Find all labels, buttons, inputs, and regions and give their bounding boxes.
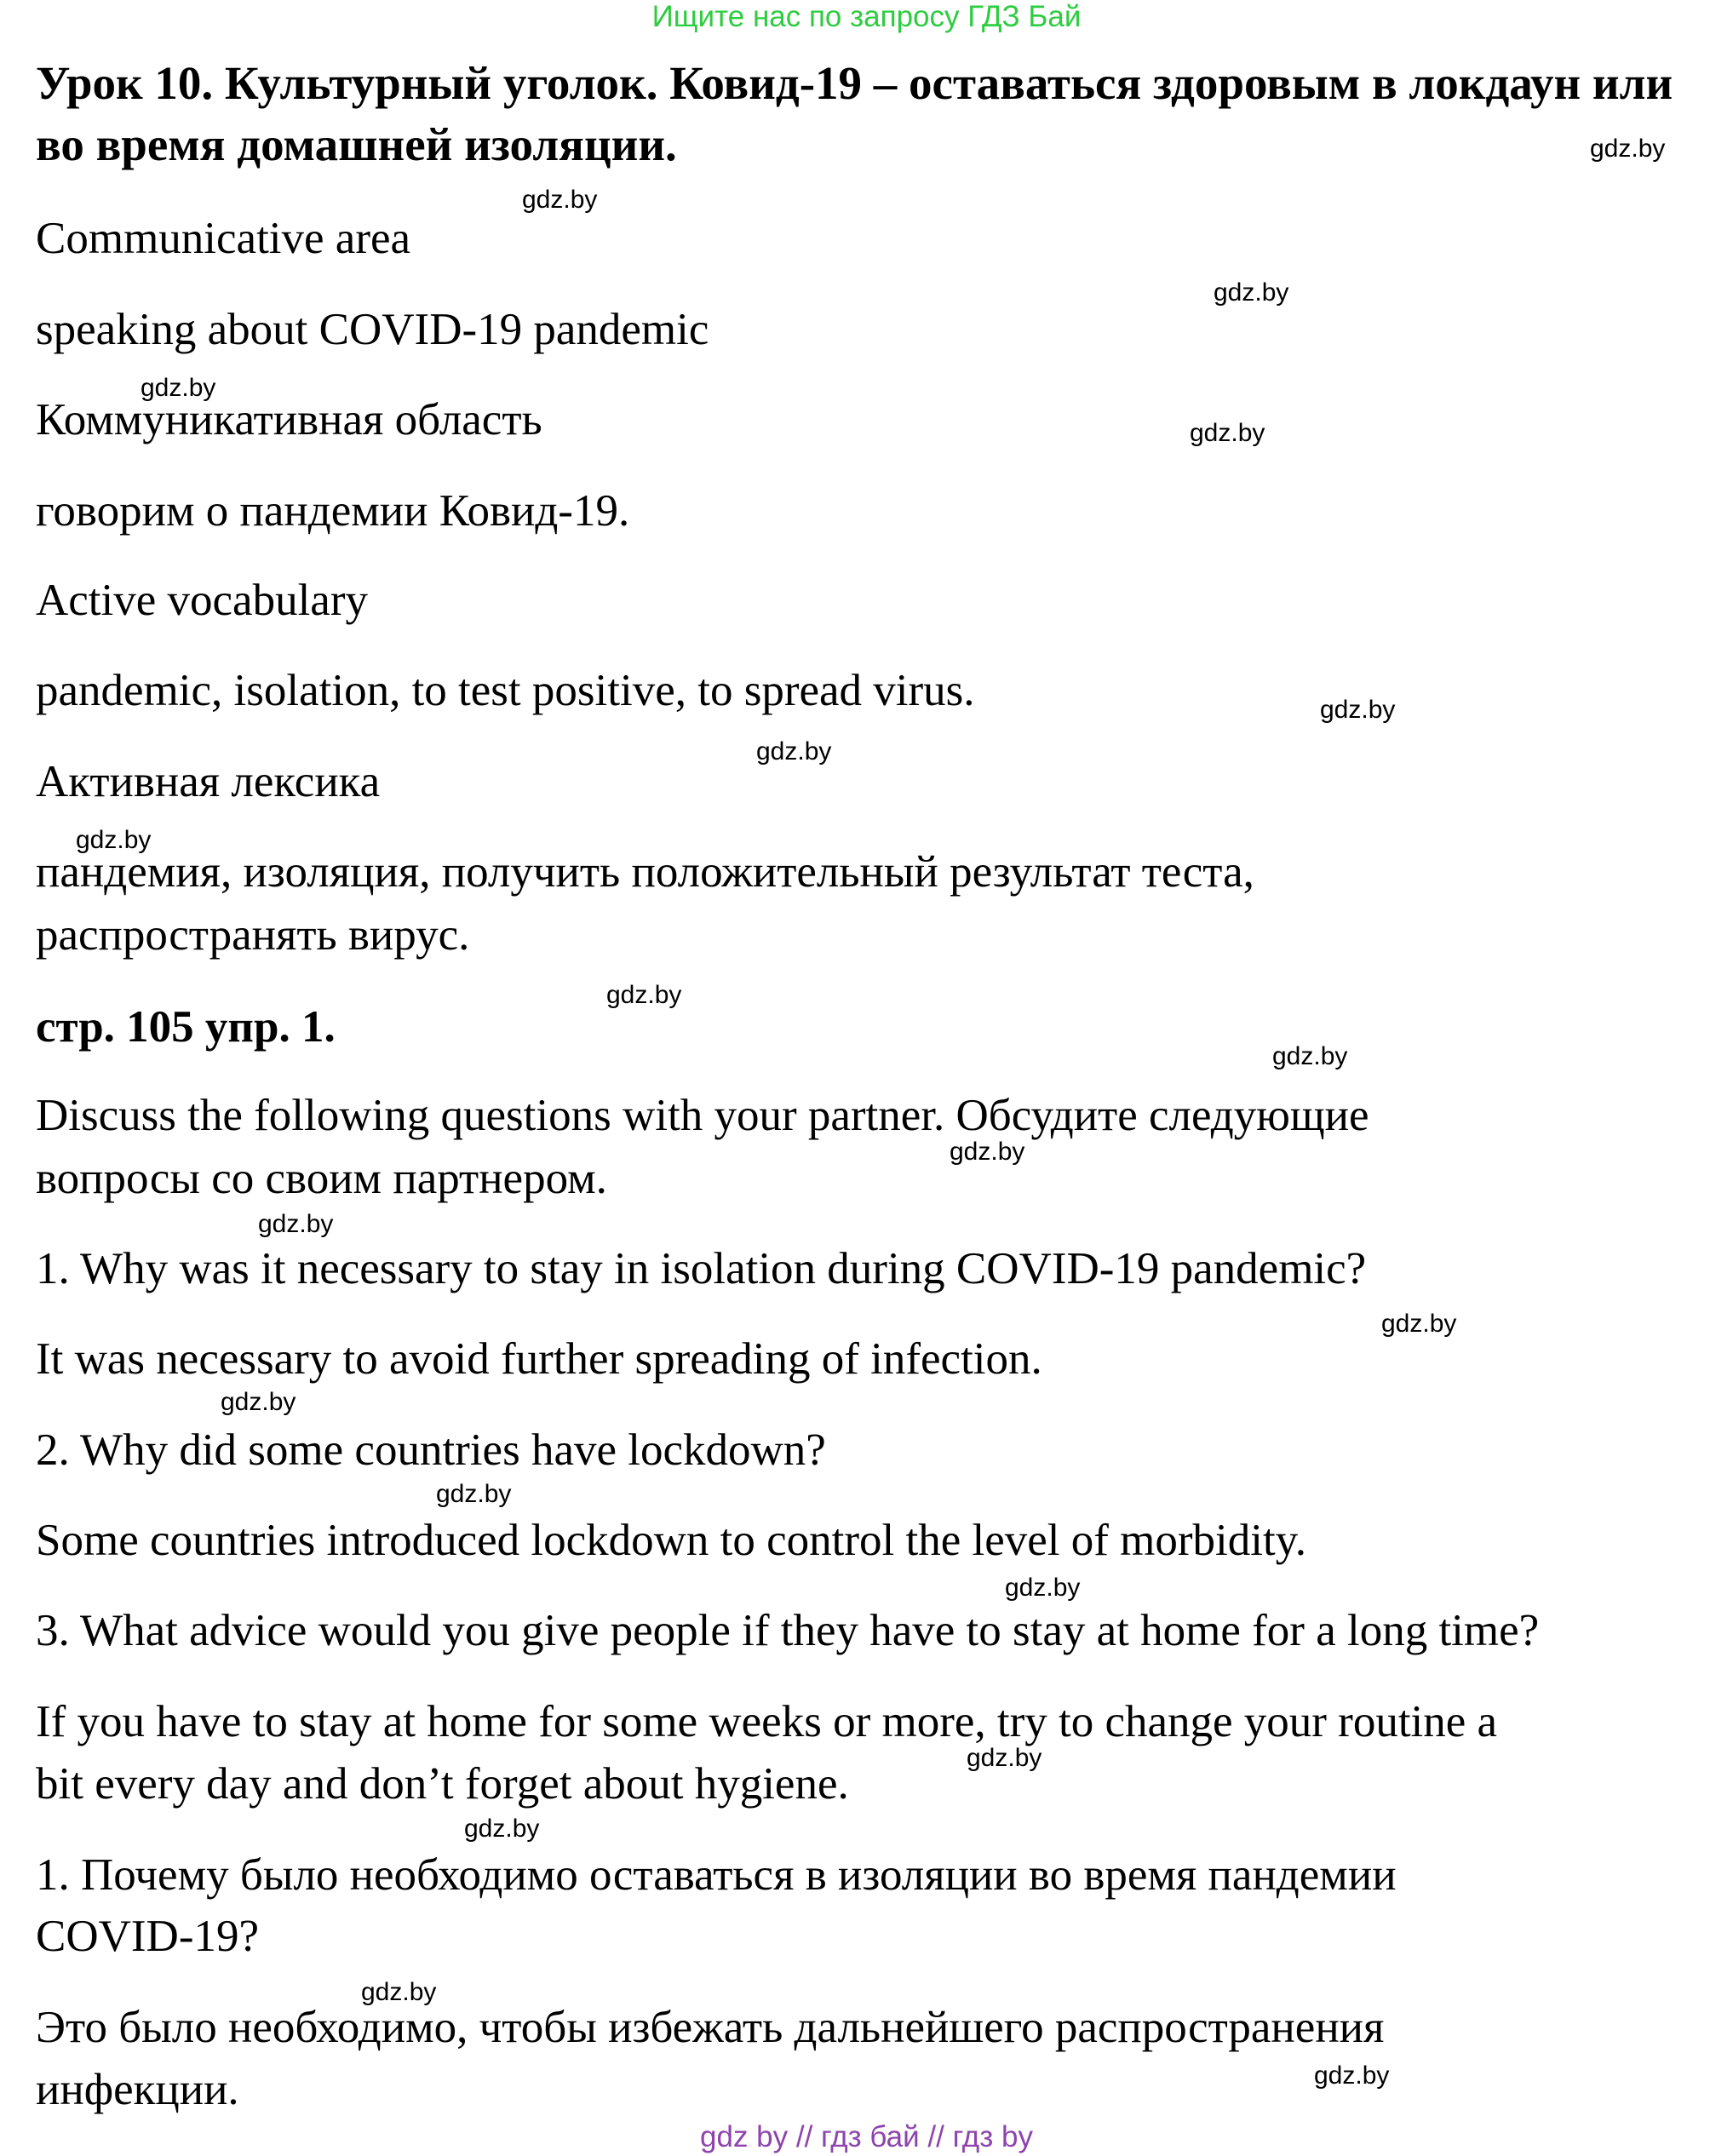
watermark: gdz.by [464, 1815, 540, 1843]
answer-2: Some countries introduced lockdown to control the level of morbidity. [36, 1516, 1307, 1565]
answer-1-ru-line-2: инфекции. [36, 2065, 239, 2114]
communicative-area-text-ru: говорим о пандемии Ковид-19. [36, 486, 630, 536]
communicative-area-heading-ru: Коммуникативная область [36, 395, 542, 444]
active-vocabulary-heading: Active vocabulary [36, 576, 368, 625]
watermark: gdz.by [76, 826, 152, 854]
watermark: gdz.by [258, 1210, 334, 1238]
instruction-line-1: Discuss the following questions with your partner. Обсудите следующие [36, 1091, 1369, 1140]
communicative-area-heading: Communicative area [36, 214, 411, 263]
watermark: gdz.by [1314, 2061, 1390, 2090]
watermark: gdz.by [221, 1388, 296, 1416]
exercise-reference: стр. 105 упр. 1. [36, 1002, 336, 1052]
watermark: gdz.by [361, 1978, 437, 2006]
watermark: gdz.by [1272, 1042, 1348, 1070]
active-vocabulary-heading-ru: Активная лексика [36, 757, 381, 806]
answer-1: It was necessary to avoid further spreading of infection. [36, 1334, 1042, 1384]
watermark: gdz.by [522, 186, 598, 214]
watermark: gdz.by [606, 981, 682, 1009]
watermark: gdz.by [756, 737, 832, 765]
active-vocabulary-list-ru-1: пандемия, изоляция, получить положительный результат теста, [36, 847, 1254, 897]
active-vocabulary-list: pandemic, isolation, to test positive, to spread virus. [36, 666, 975, 715]
watermark: gdz.by [967, 1744, 1042, 1772]
question-3: 3. What advice would you give people if they have to stay at home for a long time? [36, 1606, 1540, 1655]
top-banner[interactable]: Ищите нас по запросу ГДЗ Бай [651, 0, 1082, 33]
watermark: gdz.by [436, 1480, 512, 1508]
question-1: 1. Why was it necessary to stay in isolation during COVID-19 pandemic? [36, 1244, 1367, 1293]
answer-3-line-2: bit every day and don’t forget about hygiene. [36, 1759, 849, 1809]
watermark: gdz.by [950, 1138, 1025, 1166]
watermark: gdz.by [1214, 278, 1289, 307]
instruction-line-2: вопросы со своим партнером. [36, 1154, 607, 1203]
watermark: gdz.by [1005, 1574, 1081, 1602]
question-1-ru-line-1: 1. Почему было необходимо оставаться в изоляции во время пандемии [36, 1850, 1397, 1900]
watermark: gdz.by [1381, 1310, 1457, 1338]
answer-3-line-1: If you have to stay at home for some weeks or more, try to change your routine a [36, 1697, 1498, 1746]
watermark: gdz.by [1320, 696, 1396, 724]
lesson-title: Урок 10. Культурный уголок. Ковид-19 – оставаться здоровым в локдаун или во время домашней изоляции. [36, 57, 1673, 170]
watermark: gdz.by [1190, 419, 1265, 447]
question-1-ru-line-2: COVID-19? [36, 1912, 259, 1961]
question-2: 2. Why did some countries have lockdown? [36, 1425, 826, 1475]
footer-links[interactable]: gdz by // гдз бай // гдз by [700, 2120, 1033, 2153]
watermark: gdz.by [1590, 135, 1666, 163]
active-vocabulary-list-ru-2: распространять вирус. [36, 910, 470, 960]
watermark: gdz.by [141, 374, 216, 402]
communicative-area-text: speaking about COVID-19 pandemic [36, 305, 709, 354]
answer-1-ru-line-1: Это было необходимо, чтобы избежать дальнейшего распространения [36, 2003, 1385, 2052]
